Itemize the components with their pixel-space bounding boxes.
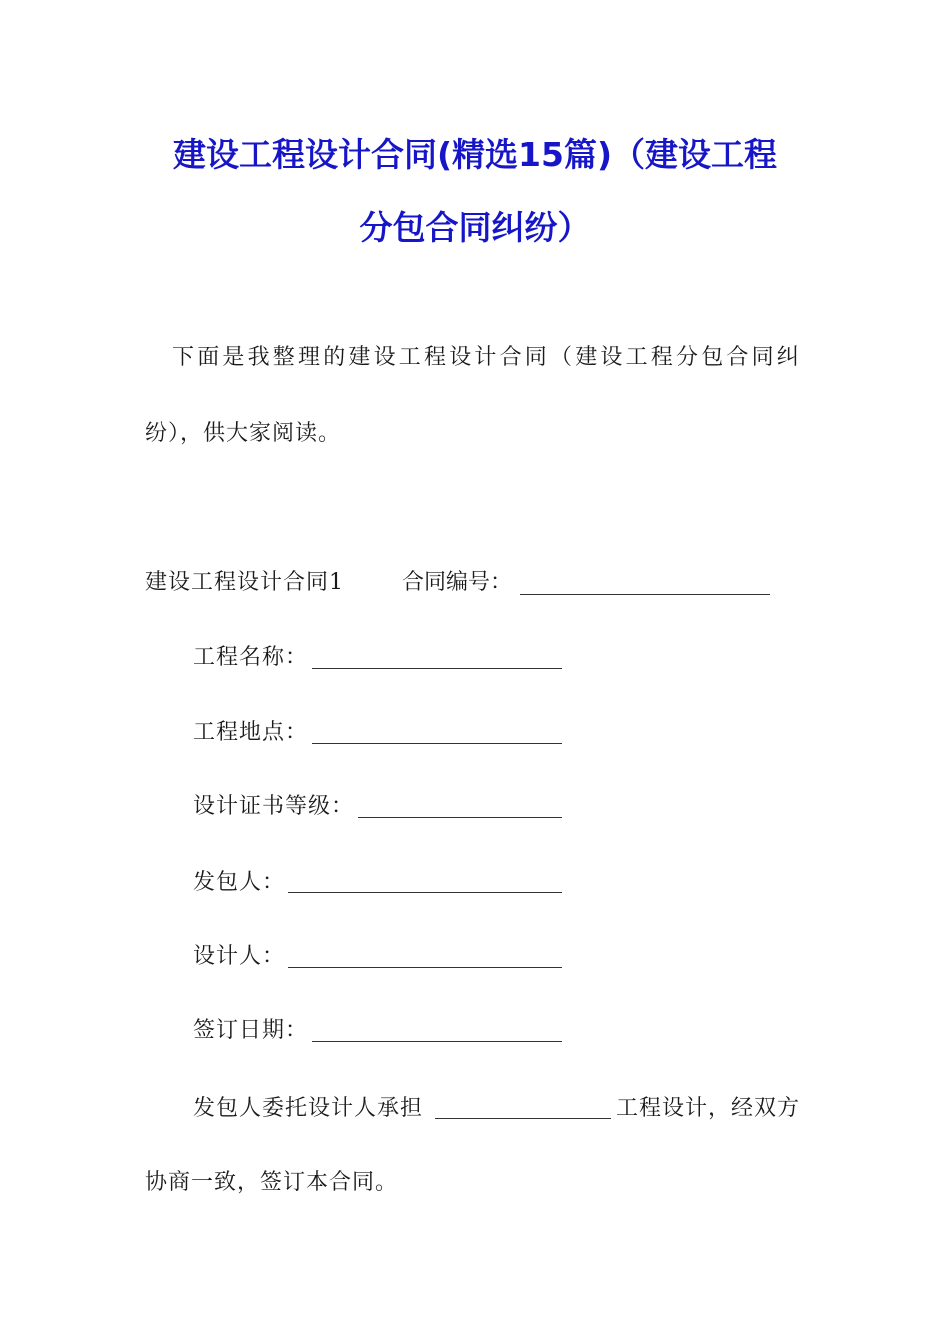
contract-number-label: 合同编号： xyxy=(402,570,513,595)
field-project-location-label: 工程地点： xyxy=(193,720,309,745)
intro-line-1: 下面是我整理的建设工程设计合同（建设工程分包合同纠 xyxy=(172,345,803,370)
contract-number-blank xyxy=(520,594,770,595)
field-project-location-blank xyxy=(312,743,562,744)
paragraph-line-1-end: 工程设计，经双方 xyxy=(616,1096,801,1121)
field-signing-date-label: 签订日期： xyxy=(193,1018,309,1043)
field-designer-label: 设计人： xyxy=(193,944,286,969)
field-employer-label: 发包人： xyxy=(193,870,286,895)
contract-heading: 建设工程设计合同1 xyxy=(145,570,344,595)
field-designer-blank xyxy=(288,967,562,968)
field-certificate-grade-blank xyxy=(358,817,562,818)
paragraph-line-1-start: 发包人委托设计人承担 xyxy=(193,1096,424,1121)
paragraph-project-blank xyxy=(435,1118,611,1119)
field-signing-date-blank xyxy=(312,1041,562,1042)
field-certificate-grade-label: 设计证书等级： xyxy=(193,794,355,819)
field-project-name-blank xyxy=(312,668,562,669)
field-project-name-label: 工程名称： xyxy=(193,645,309,670)
document-title-line-1: 建设工程设计合同(精选15篇)（建设工程 xyxy=(172,135,778,174)
intro-line-2: 纷），供大家阅读。 xyxy=(145,421,342,446)
document-title-line-2: 分包合同纠纷） xyxy=(359,208,591,247)
paragraph-line-2: 协商一致，签订本合同。 xyxy=(145,1170,399,1195)
field-employer-blank xyxy=(288,892,562,893)
